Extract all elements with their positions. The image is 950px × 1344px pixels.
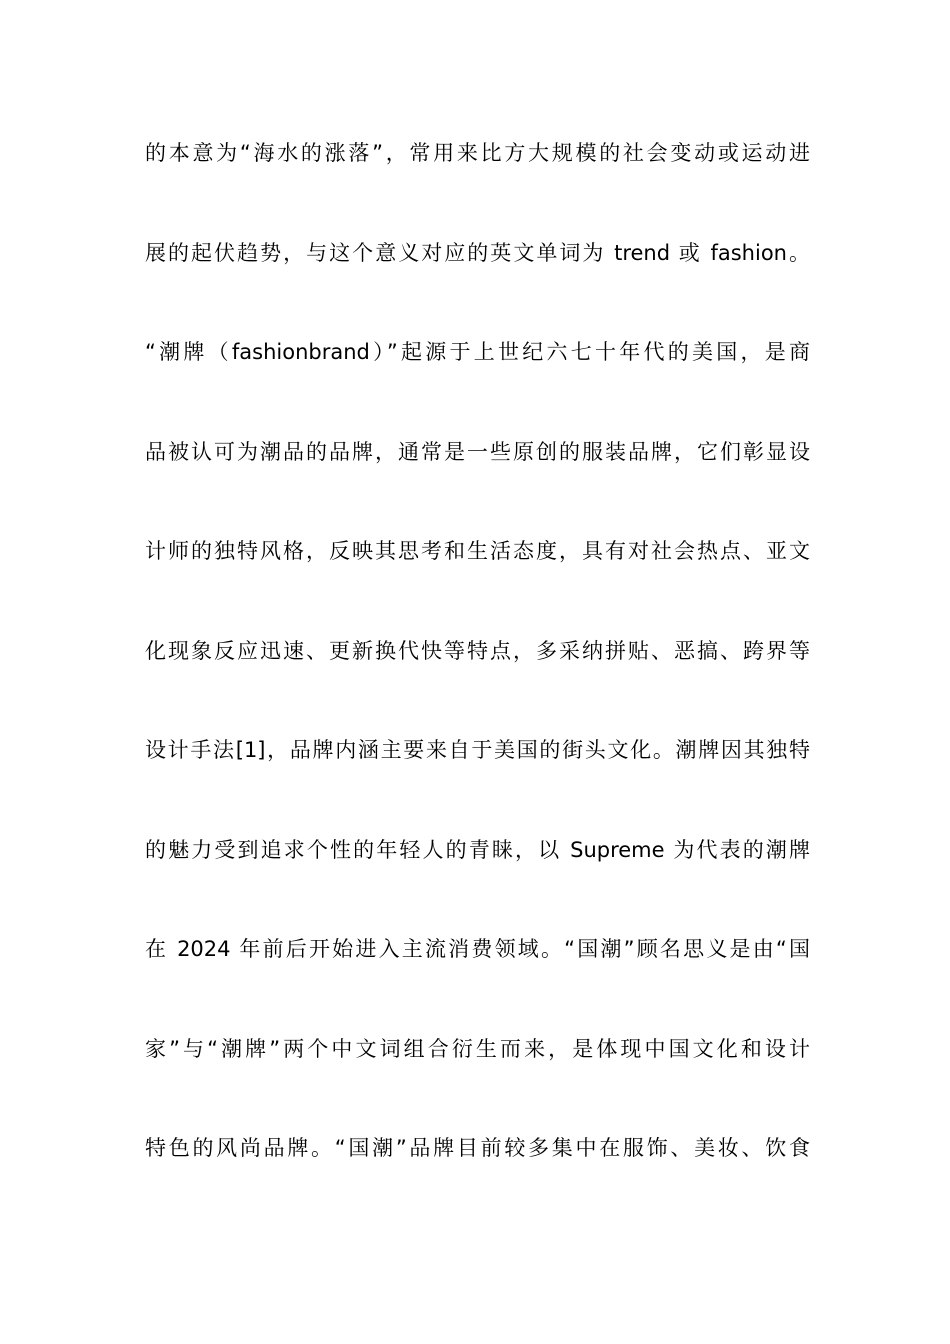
text-line-6: 化现象反应迅速、更新换代快等特点，多采纳拼贴、恶搞、跨界等 [145,638,810,663]
text-line-11: 特色的风尚品牌。“国潮”品牌目前较多集中在服饰、美妆、饮食 [145,1136,810,1160]
text-line-10: 家”与“潮牌”两个中文词组合衍生而来，是体现中国文化和设计 [145,1036,810,1061]
text-line-9: 在 2024 年前后开始进入主流消费领域。“国潮”顾名思义是由“国 [145,937,810,961]
text-line-4: 品被认可为潮品的品牌，通常是一些原创的服装品牌，它们彰显设 [145,439,810,464]
text-line-7: 设计手法[1]，品牌内涵主要来自于美国的街头文化。潮牌因其独特 [145,738,810,762]
text-line-8: 的魅力受到追求个性的年轻人的青睐，以 Supreme 为代表的潮牌 [145,837,810,862]
text-line-2: 展的起伏趋势，与这个意义对应的英文单词为 trend 或 fashion。 [145,240,810,265]
body-text [145,128,810,1223]
text-line-1: 的本意为“海水的涨落”，常用来比方大规模的社会变动或运动进 [145,141,810,165]
text-line-3: “潮牌（fashionbrand）”起源于上世纪六七十年代的美国，是商 [145,340,810,364]
text-line-5: 计师的独特风格，反映其思考和生活态度，具有对社会热点、亚文 [145,539,810,563]
